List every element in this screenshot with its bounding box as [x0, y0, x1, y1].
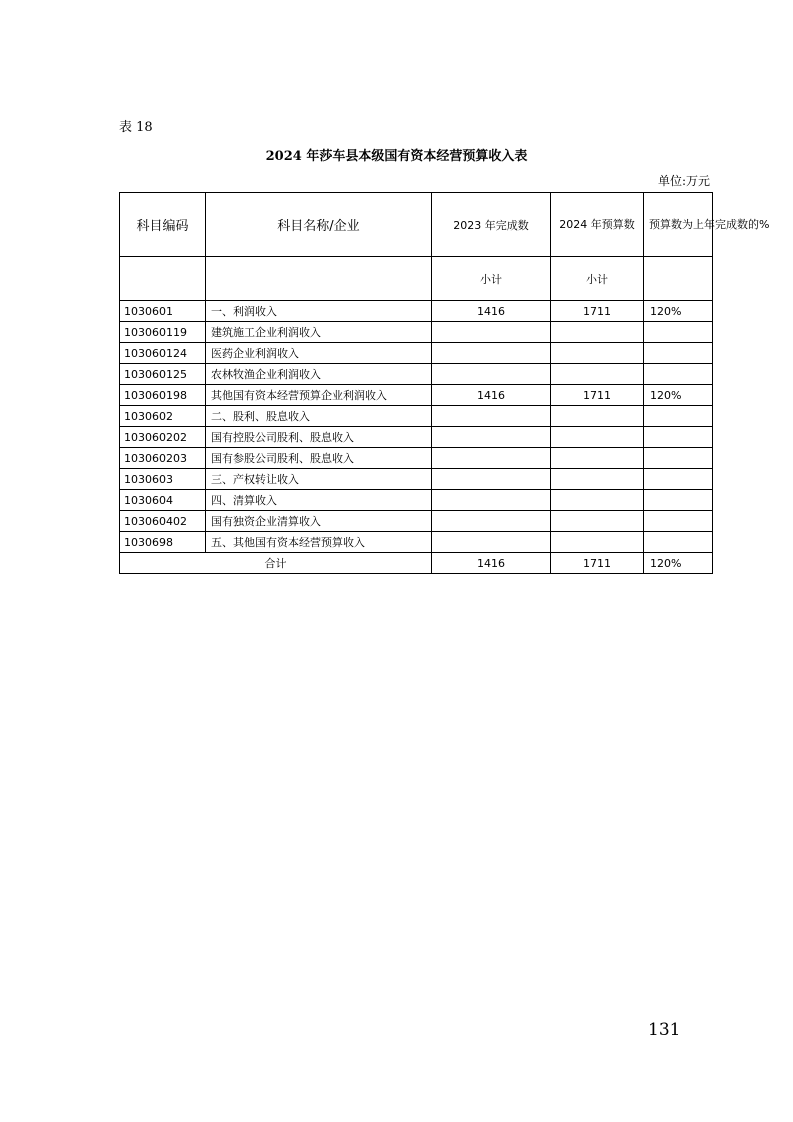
cell-done-2023: [432, 490, 551, 511]
cell-code: 1030602: [120, 406, 206, 427]
cell-name: 农林牧渔企业利润收入: [206, 364, 432, 385]
table-row: [120, 343, 713, 364]
cell-budget-2024: [551, 406, 644, 427]
cell-ratio: [644, 322, 713, 343]
cell-done-2023: [432, 511, 551, 532]
header-code: 科目编码: [120, 193, 206, 257]
total-done-2023: 1416: [432, 553, 551, 574]
table-row: [120, 490, 713, 511]
cell-done-2023: 1416: [432, 301, 551, 322]
cell-done-2023: [432, 322, 551, 343]
cell-ratio: [644, 490, 713, 511]
cell-code: 103060402: [120, 511, 206, 532]
cell-budget-2024: 1711: [551, 385, 644, 406]
total-row: [120, 553, 713, 574]
budget-table: [119, 192, 770, 574]
cell-code: 1030604: [120, 490, 206, 511]
cell-budget-2024: [551, 427, 644, 448]
cell-done-2023: [432, 448, 551, 469]
subheader-subtotal-2024: 小计: [551, 257, 644, 301]
cell-code: 1030601: [120, 301, 206, 322]
cell-name: 国有参股公司股利、股息收入: [206, 448, 432, 469]
cell-budget-2024: 1711: [551, 301, 644, 322]
cell-budget-2024: [551, 532, 644, 553]
unit-label: 单位:万元: [657, 174, 710, 188]
page-number: 131: [648, 1020, 681, 1040]
table-row: [120, 406, 713, 427]
table-row: [120, 427, 713, 448]
cell-code: 1030603: [120, 469, 206, 490]
header-row: [120, 193, 713, 257]
cell-ratio: 120%: [644, 385, 713, 406]
subheader-empty-ratio: [644, 257, 713, 301]
table-row: [120, 364, 713, 385]
cell-ratio: [644, 343, 713, 364]
cell-budget-2024: [551, 469, 644, 490]
cell-name: 其他国有资本经营预算企业利润收入: [206, 385, 432, 406]
table-row: [120, 448, 713, 469]
cell-budget-2024: [551, 343, 644, 364]
cell-name: 二、股利、股息收入: [206, 406, 432, 427]
total-ratio: 120%: [644, 553, 713, 574]
cell-done-2023: 1416: [432, 385, 551, 406]
cell-ratio: [644, 406, 713, 427]
cell-budget-2024: [551, 490, 644, 511]
cell-done-2023: [432, 427, 551, 448]
table-row: [120, 385, 713, 406]
cell-name: 四、清算收入: [206, 490, 432, 511]
table-row: [120, 511, 713, 532]
table-label: 表 18: [119, 120, 153, 135]
cell-code: 103060202: [120, 427, 206, 448]
subheader-row: [120, 257, 713, 301]
cell-code: 1030698: [120, 532, 206, 553]
cell-code: 103060198: [120, 385, 206, 406]
table-row: [120, 469, 713, 490]
page-title: 2024 年莎车县本级国有资本经营预算收入表: [265, 149, 528, 164]
cell-budget-2024: [551, 322, 644, 343]
cell-name: 五、其他国有资本经营预算收入: [206, 532, 432, 553]
cell-done-2023: [432, 343, 551, 364]
cell-ratio: [644, 469, 713, 490]
cell-budget-2024: [551, 364, 644, 385]
cell-ratio: [644, 364, 713, 385]
cell-code: 103060119: [120, 322, 206, 343]
cell-name: 建筑施工企业利润收入: [206, 322, 432, 343]
header-budget-2024: 2024 年预算数: [551, 193, 644, 257]
total-budget-2024: 1711: [551, 553, 644, 574]
header-name: 科目名称/企业: [206, 193, 432, 257]
cell-done-2023: [432, 406, 551, 427]
subheader-empty-code: [120, 257, 206, 301]
cell-ratio: [644, 448, 713, 469]
header-ratio: 预算数为上年完成数的%: [644, 193, 713, 257]
cell-ratio: [644, 511, 713, 532]
cell-budget-2024: [551, 511, 644, 532]
cell-budget-2024: [551, 448, 644, 469]
subheader-subtotal-2023: 小计: [432, 257, 551, 301]
cell-done-2023: [432, 469, 551, 490]
cell-name: 一、利润收入: [206, 301, 432, 322]
table-row: [120, 322, 713, 343]
cell-name: 三、产权转让收入: [206, 469, 432, 490]
total-label: 合计: [120, 553, 432, 574]
table-row: [120, 301, 713, 322]
cell-done-2023: [432, 364, 551, 385]
table-row: [120, 532, 713, 553]
header-done-2023: 2023 年完成数: [432, 193, 551, 257]
cell-name: 国有独资企业清算收入: [206, 511, 432, 532]
cell-ratio: [644, 532, 713, 553]
cell-code: 103060203: [120, 448, 206, 469]
cell-code: 103060125: [120, 364, 206, 385]
cell-name: 国有控股公司股利、股息收入: [206, 427, 432, 448]
cell-name: 医药企业利润收入: [206, 343, 432, 364]
cell-ratio: 120%: [644, 301, 713, 322]
cell-code: 103060124: [120, 343, 206, 364]
cell-ratio: [644, 427, 713, 448]
cell-done-2023: [432, 532, 551, 553]
subheader-empty-name: [206, 257, 432, 301]
